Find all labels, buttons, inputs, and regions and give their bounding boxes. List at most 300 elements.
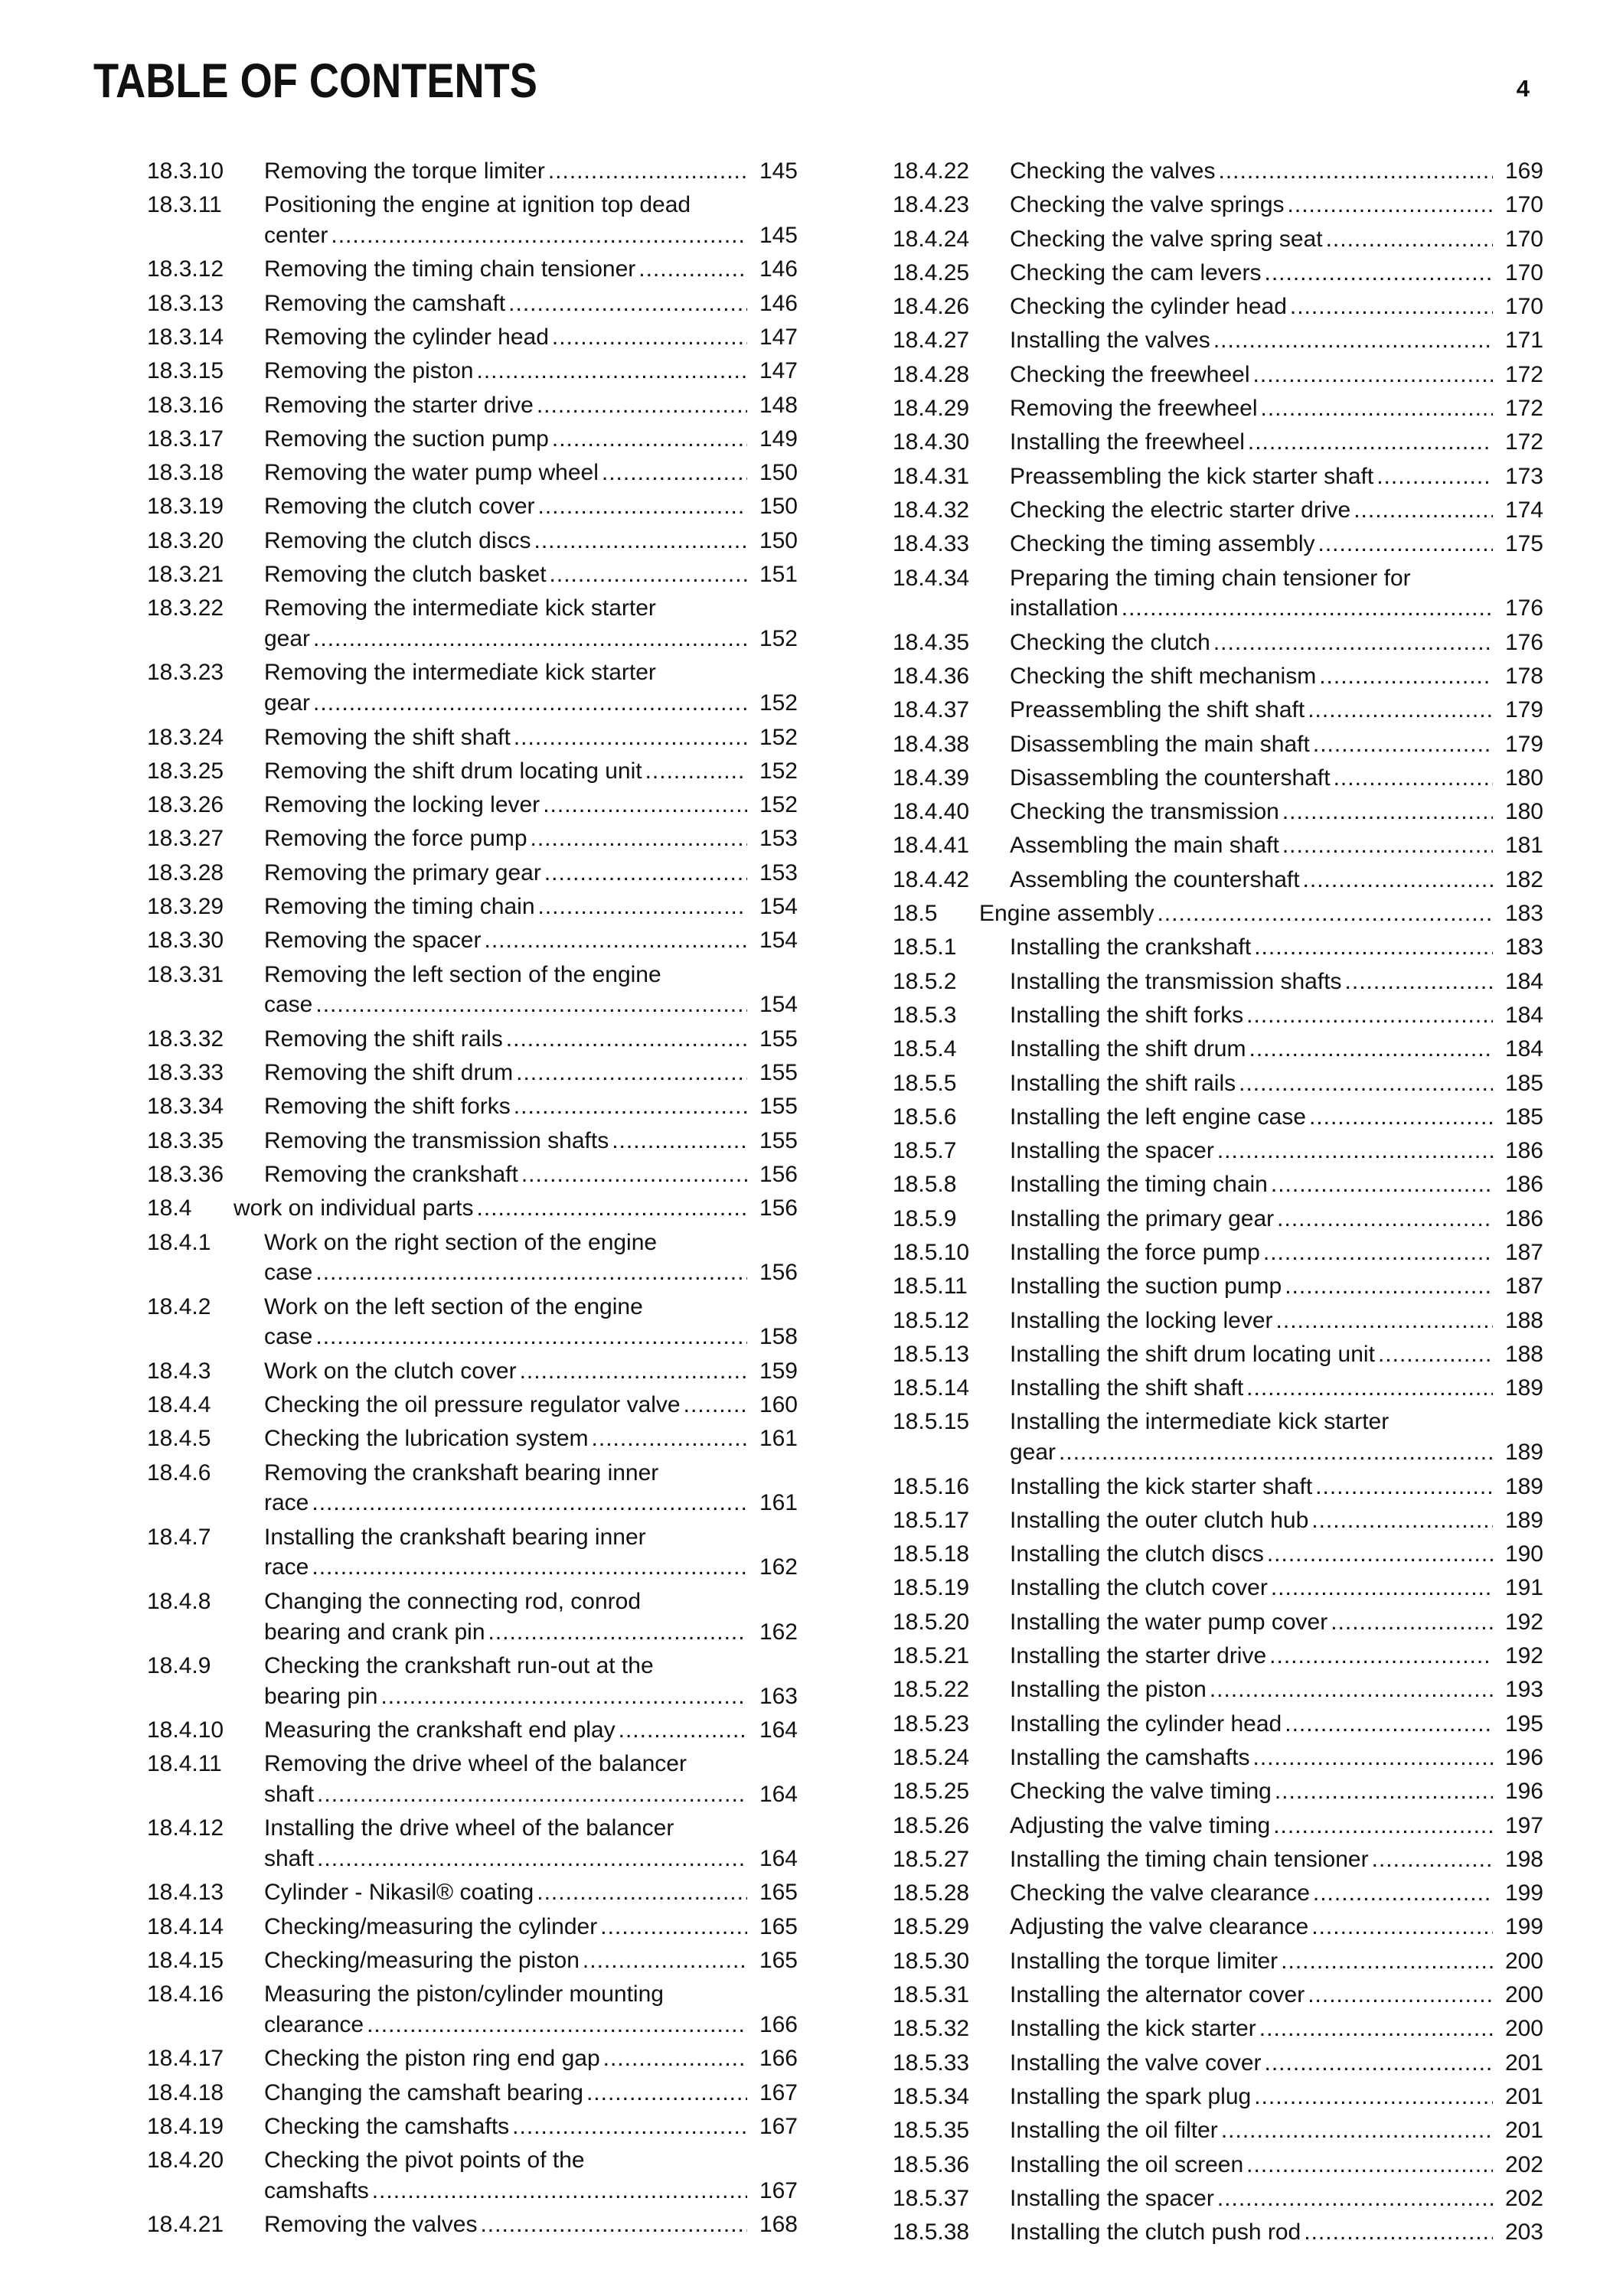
- toc-entry[interactable]: [893, 1102, 1543, 1133]
- toc-entry[interactable]: [893, 563, 1543, 625]
- toc-entry[interactable]: [893, 529, 1543, 559]
- toc-entry[interactable]: [147, 1024, 798, 1055]
- toc-entry-title-line: Checking the pivot points of the: [264, 2148, 585, 2174]
- toc-entry-page: 193: [1504, 1677, 1543, 1703]
- toc-entry[interactable]: [147, 1813, 798, 1874]
- toc-entry-page: 167: [759, 2114, 798, 2140]
- toc-entry[interactable]: [893, 190, 1543, 220]
- toc-entry[interactable]: [147, 1159, 798, 1190]
- toc-entry-title: Installing the force pump: [1010, 1240, 1260, 1265]
- toc-entry[interactable]: [147, 1390, 798, 1420]
- dot-leader: [1254, 932, 1493, 963]
- dot-leader: [1277, 1204, 1493, 1234]
- page-header: [93, 54, 1530, 115]
- toc-entry[interactable]: [893, 1675, 1543, 1705]
- dot-leader: [1276, 1306, 1493, 1336]
- dot-leader: [1281, 1946, 1493, 1977]
- toc-entry-title-line: Installing the drive wheel of the balancer: [264, 1815, 674, 1841]
- toc-entry-number: 18.4.26: [893, 294, 970, 320]
- toc-entry[interactable]: [147, 925, 798, 956]
- toc-entry[interactable]: [893, 224, 1543, 255]
- toc-entry[interactable]: [147, 156, 798, 187]
- toc-entry-number: 18.4.17: [147, 2046, 224, 2072]
- toc-entry[interactable]: [893, 2082, 1543, 2112]
- toc-entry[interactable]: [147, 1715, 798, 1746]
- toc-entry-number: 18.5.25: [893, 1779, 970, 1805]
- toc-entry[interactable]: [893, 1607, 1543, 1638]
- dot-leader: [312, 1552, 747, 1583]
- toc-entry[interactable]: [147, 1058, 798, 1088]
- toc-entry-title: camshafts: [264, 2178, 369, 2204]
- toc-entry[interactable]: [893, 1539, 1543, 1570]
- toc-entry[interactable]: [893, 628, 1543, 658]
- dot-leader: [313, 688, 747, 719]
- toc-entry-title: Adjusting the valve clearance: [1010, 1914, 1309, 1940]
- toc-entry-page: 165: [759, 1948, 798, 1974]
- toc-entry[interactable]: [893, 729, 1543, 760]
- dot-leader: [477, 1193, 748, 1224]
- toc-entry-title: Cylinder - Nikasil® coating: [264, 1880, 534, 1906]
- toc-entry-title-line: Installing the crankshaft bearing inner: [264, 1524, 646, 1550]
- dot-leader: [638, 254, 747, 285]
- toc-entry-title-line: Removing the crankshaft bearing inner: [264, 1459, 659, 1486]
- toc-entry[interactable]: [893, 661, 1543, 692]
- toc-entry-number: 18.5.2: [893, 968, 957, 994]
- toc-entry[interactable]: [147, 823, 798, 854]
- dot-leader: [1315, 1472, 1493, 1502]
- toc-entry-number: 18.3.36: [147, 1161, 224, 1187]
- toc-entry[interactable]: [893, 1878, 1543, 1909]
- toc-entry[interactable]: [147, 1651, 798, 1712]
- toc-entry-page: 170: [1504, 294, 1543, 320]
- toc-entry[interactable]: [147, 254, 798, 285]
- toc-entry[interactable]: [893, 325, 1543, 356]
- toc-entry[interactable]: [147, 1424, 798, 1454]
- toc-entry[interactable]: [147, 1458, 798, 1519]
- toc-entry-number: 18.5.6: [893, 1104, 957, 1130]
- toc-entry-page: 156: [759, 1195, 798, 1221]
- toc-entry[interactable]: [893, 1169, 1543, 1200]
- dot-leader: [317, 1779, 747, 1810]
- toc-entry[interactable]: [147, 1749, 798, 1810]
- toc-entry-number: 18.5.12: [893, 1307, 970, 1333]
- toc-entry[interactable]: [893, 1204, 1543, 1234]
- dot-leader: [372, 2176, 747, 2206]
- dot-leader: [1271, 1573, 1493, 1603]
- toc-entry-page: 201: [1504, 2118, 1543, 2144]
- dot-leader: [484, 925, 747, 956]
- toc-entry-number: 18.5.18: [893, 1541, 970, 1567]
- toc-entry-title: Installing the clutch cover: [1010, 1575, 1268, 1601]
- toc-entry[interactable]: [893, 1844, 1543, 1875]
- dot-leader: [550, 559, 747, 590]
- dot-leader: [592, 1424, 747, 1454]
- toc-entry-number: 18.4.37: [893, 697, 970, 723]
- page-title: TABLE OF CONTENTS: [93, 54, 537, 108]
- toc-entry-page: 155: [759, 1094, 798, 1120]
- toc-entry-page: 149: [759, 426, 798, 452]
- toc-entry-title: work on individual parts: [233, 1195, 474, 1221]
- toc-entry[interactable]: [893, 1946, 1543, 1977]
- toc-entry[interactable]: [893, 1573, 1543, 1603]
- toc-entry-title: Checking the valve springs: [1010, 192, 1285, 218]
- toc-entry[interactable]: [893, 1339, 1543, 1370]
- toc-entry-number: 18.3.26: [147, 792, 224, 818]
- toc-entry-number: 18.4.31: [893, 463, 970, 489]
- toc-entry-number: 18.4.24: [893, 226, 970, 252]
- toc-entry-page: 192: [1504, 1609, 1543, 1635]
- toc-entry-title: Installing the primary gear: [1010, 1205, 1275, 1231]
- toc-entry[interactable]: [147, 356, 798, 386]
- toc-entry[interactable]: [893, 763, 1543, 794]
- toc-entry-number: 18.4.23: [893, 192, 970, 218]
- toc-entry-number: 18.4.5: [147, 1426, 211, 1452]
- toc-entry-page: 184: [1504, 1002, 1543, 1028]
- toc-entry[interactable]: [147, 1979, 798, 2040]
- toc-entry[interactable]: [147, 722, 798, 753]
- toc-entry-page: 170: [1504, 259, 1543, 285]
- toc-entry[interactable]: [893, 2014, 1543, 2044]
- toc-entry[interactable]: [893, 1980, 1543, 2011]
- dot-leader: [1372, 1844, 1493, 1875]
- toc-entry[interactable]: [147, 1912, 798, 1942]
- toc-entry-title: Checking the freewheel: [1010, 361, 1250, 387]
- toc-entry-number: 18.4.29: [893, 396, 970, 422]
- toc-entry-number: 18.4.15: [147, 1948, 224, 1974]
- toc-entry-number: 18.4.39: [893, 765, 970, 791]
- toc-entry[interactable]: [893, 865, 1543, 895]
- dot-leader: [538, 892, 747, 922]
- toc-section-entry[interactable]: [893, 899, 1543, 929]
- dot-leader: [1308, 1980, 1493, 2011]
- toc-entry-number: 18.4.18: [147, 2079, 224, 2105]
- dot-leader: [1290, 292, 1493, 322]
- dot-leader: [1331, 1607, 1493, 1638]
- toc-entry-title: Installing the transmission shafts: [1010, 968, 1342, 994]
- toc-entry-title-line: Work on the right section of the engine: [264, 1229, 658, 1255]
- dot-leader: [1288, 190, 1493, 220]
- dot-leader: [506, 1024, 747, 1055]
- toc-entry[interactable]: [893, 2048, 1543, 2079]
- dot-leader: [380, 1681, 747, 1712]
- toc-entry-page: 186: [1504, 1205, 1543, 1231]
- dot-leader: [1318, 529, 1493, 559]
- toc-entry[interactable]: [893, 393, 1543, 424]
- toc-entry[interactable]: [147, 2112, 798, 2142]
- dot-leader: [516, 1058, 747, 1088]
- dot-leader: [1265, 2048, 1493, 2079]
- toc-entry-number: 18.4.10: [147, 1717, 224, 1743]
- toc-entry-number: 18.5.22: [893, 1677, 970, 1703]
- toc-entry-number: 18.5.33: [893, 2050, 970, 2076]
- toc-entry-page: 172: [1504, 429, 1543, 455]
- toc-entry[interactable]: [147, 2043, 798, 2074]
- toc-entry[interactable]: [893, 360, 1543, 390]
- toc-entry-number: 18.3.11: [147, 192, 222, 218]
- toc-entry[interactable]: [893, 1472, 1543, 1502]
- toc-entry-title: Engine assembly: [979, 901, 1154, 927]
- toc-entry-title-line: Removing the left section of the engine: [264, 961, 661, 987]
- dot-leader: [1273, 1811, 1493, 1841]
- dot-leader: [1259, 2014, 1493, 2044]
- toc-entry[interactable]: [893, 1271, 1543, 1302]
- toc-entry[interactable]: [893, 1407, 1543, 1468]
- toc-entry-title: installation: [1010, 595, 1118, 621]
- toc-entry[interactable]: [893, 932, 1543, 963]
- toc-entry[interactable]: [147, 491, 798, 522]
- toc-entry-number: 18.4.28: [893, 361, 970, 387]
- toc-entry-number: 18.3.34: [147, 1094, 224, 1120]
- toc-entry-number: 18.4.11: [147, 1751, 222, 1777]
- dot-leader: [1261, 393, 1493, 424]
- toc-entry-number: 18.4.8: [147, 1588, 211, 1614]
- toc-entry-title: Removing the transmission shafts: [264, 1127, 609, 1153]
- dot-leader: [1263, 1238, 1493, 1268]
- toc-entry-page: 195: [1504, 1711, 1543, 1737]
- toc-section-entry[interactable]: [147, 1193, 798, 1224]
- toc-entry-title: Checking the clutch: [1010, 629, 1210, 655]
- toc-entry[interactable]: [147, 1587, 798, 1648]
- toc-entry-page: 197: [1504, 1812, 1543, 1838]
- toc-entry-number: 18.4.30: [893, 429, 970, 455]
- toc-entry[interactable]: [147, 559, 798, 590]
- toc-entry-page: 158: [759, 1324, 798, 1350]
- dot-leader: [1239, 1068, 1493, 1099]
- toc-entry[interactable]: [147, 1877, 798, 1908]
- toc-entry[interactable]: [147, 1945, 798, 1976]
- toc-entry-number: 18.5.5: [893, 1070, 957, 1096]
- toc-entry-page: 154: [759, 894, 798, 920]
- toc-entry-title: Installing the shift rails: [1010, 1070, 1236, 1096]
- toc-entry-page: 164: [759, 1782, 798, 1808]
- toc-entry[interactable]: [147, 1522, 798, 1583]
- toc-entry-page: 188: [1504, 1341, 1543, 1367]
- toc-entry[interactable]: [893, 156, 1543, 187]
- toc-entry[interactable]: [147, 2078, 798, 2108]
- toc-entry-page: 201: [1504, 2050, 1543, 2076]
- toc-entry-number: 18.5.1: [893, 934, 957, 960]
- toc-entry-page: 167: [759, 2079, 798, 2105]
- toc-entry-page: 173: [1504, 463, 1543, 489]
- toc-entry-title: Installing the spacer: [1010, 2185, 1214, 2211]
- dot-leader: [1210, 1675, 1493, 1705]
- toc-entry[interactable]: [893, 2115, 1543, 2146]
- dot-leader: [543, 790, 747, 820]
- toc-entry-number: 18.4.14: [147, 1913, 224, 1939]
- toc-entry-page: 147: [759, 324, 798, 350]
- toc-entry-title: Assembling the main shaft: [1010, 833, 1279, 859]
- toc-entry-title: Installing the oil screen: [1010, 2151, 1244, 2177]
- toc-entry-number: 18.3.32: [147, 1026, 224, 1052]
- toc-entry[interactable]: [893, 695, 1543, 726]
- toc-entry[interactable]: [147, 390, 798, 421]
- toc-entry[interactable]: [147, 1228, 798, 1289]
- toc-entry[interactable]: [893, 1373, 1543, 1404]
- toc-entry[interactable]: [893, 2183, 1543, 2214]
- toc-entry-number: 18.3.14: [147, 324, 224, 350]
- toc-entry-title: Installing the shift drum: [1010, 1036, 1246, 1062]
- dot-leader: [514, 722, 747, 753]
- toc-entry[interactable]: [147, 190, 798, 251]
- toc-entry-number: 18.3.19: [147, 494, 224, 520]
- toc-entry-title: Installing the spark plug: [1010, 2083, 1252, 2109]
- toc-entry-page: 180: [1504, 765, 1543, 791]
- toc-entry-number: 18.5.38: [893, 2219, 970, 2245]
- toc-entry[interactable]: [147, 1292, 798, 1353]
- toc-entry-title: gear: [1010, 1440, 1056, 1466]
- toc-entry-page: 156: [759, 1161, 798, 1187]
- toc-entry-number: 18.4.41: [893, 833, 970, 859]
- toc-entry-title: Removing the clutch cover: [264, 494, 535, 520]
- toc-entry[interactable]: [147, 526, 798, 556]
- toc-entry-number: 18.5.4: [893, 1036, 957, 1062]
- dot-leader: [521, 1159, 747, 1190]
- toc-entry-page: 146: [759, 256, 798, 282]
- toc-entry-page: 176: [1504, 629, 1543, 655]
- toc-entry-title: Removing the locking lever: [264, 792, 540, 818]
- toc-entry[interactable]: [893, 1776, 1543, 1807]
- dot-leader: [1122, 593, 1493, 624]
- toc-entry[interactable]: [893, 495, 1543, 526]
- toc-entry-title: Removing the shift forks: [264, 1094, 511, 1120]
- toc-entry[interactable]: [147, 2145, 798, 2206]
- toc-entry[interactable]: [147, 2210, 798, 2240]
- toc-entry-page: 179: [1504, 731, 1543, 757]
- toc-entry[interactable]: [893, 2217, 1543, 2248]
- toc-entry[interactable]: [147, 593, 798, 654]
- dot-leader: [1334, 763, 1493, 794]
- toc-entry-title: Installing the left engine case: [1010, 1104, 1306, 1130]
- toc-entry[interactable]: [147, 289, 798, 319]
- dot-leader: [1246, 2150, 1493, 2180]
- toc-entry-title: Installing the clutch discs: [1010, 1541, 1264, 1567]
- toc-entry-number: 18.3.23: [147, 660, 224, 686]
- toc-entry-page: 161: [759, 1490, 798, 1516]
- toc-entry[interactable]: [893, 1068, 1543, 1099]
- toc-entry-title: Disassembling the main shaft: [1010, 731, 1310, 757]
- toc-entry-page: 145: [759, 223, 798, 249]
- toc-entry-title-line: Installing the intermediate kick starter: [1010, 1409, 1390, 1435]
- toc-entry[interactable]: [893, 461, 1543, 492]
- toc-entry-title: Installing the water pump cover: [1010, 1609, 1328, 1635]
- toc-entry-page: 183: [1504, 901, 1543, 927]
- toc-entry[interactable]: [893, 830, 1543, 861]
- toc-entry-number: 18.3.25: [147, 758, 224, 784]
- toc-entry-page: 170: [1504, 192, 1543, 218]
- dot-leader: [1249, 1034, 1493, 1065]
- toc-entry[interactable]: [893, 1709, 1543, 1740]
- toc-entry-page: 181: [1504, 833, 1543, 859]
- toc-entry-page: 185: [1504, 1070, 1543, 1096]
- toc-entry[interactable]: [147, 892, 798, 922]
- toc-entry-number: 18.4.7: [147, 1524, 211, 1550]
- dot-leader: [552, 424, 747, 455]
- dot-leader: [1213, 628, 1493, 658]
- toc-entry[interactable]: [893, 1136, 1543, 1166]
- dot-leader: [331, 220, 747, 251]
- toc-entry-page: 167: [759, 2178, 798, 2204]
- dot-leader: [514, 1091, 747, 1122]
- toc-entry[interactable]: [893, 1811, 1543, 1841]
- toc-entry[interactable]: [147, 1091, 798, 1122]
- toc-entry-page: 147: [759, 358, 798, 384]
- toc-entry[interactable]: [893, 1306, 1543, 1336]
- toc-entry-title: Installing the suction pump: [1010, 1274, 1282, 1300]
- toc-entry[interactable]: [893, 1238, 1543, 1268]
- toc-entry-page: 153: [759, 826, 798, 852]
- toc-entry-page: 166: [759, 2046, 798, 2072]
- toc-entry[interactable]: [893, 1912, 1543, 1942]
- toc-entry[interactable]: [893, 1505, 1543, 1536]
- toc-entry-page: 170: [1504, 226, 1543, 252]
- toc-entry-title: Checking the lubrication system: [264, 1426, 589, 1452]
- toc-entry[interactable]: [147, 858, 798, 889]
- toc-entry[interactable]: [147, 960, 798, 1021]
- toc-entry-page: 165: [759, 1913, 798, 1939]
- toc-entry-page: 199: [1504, 1914, 1543, 1940]
- toc-entry[interactable]: [147, 1126, 798, 1156]
- dot-leader: [1253, 360, 1493, 390]
- toc-entry-page: 179: [1504, 697, 1543, 723]
- dot-leader: [1311, 1912, 1493, 1942]
- dot-leader: [1217, 1136, 1493, 1166]
- toc-entry-title: Installing the kick starter: [1010, 2016, 1256, 2042]
- toc-entry[interactable]: [893, 1000, 1543, 1031]
- toc-entry-number: 18.4.19: [147, 2114, 224, 2140]
- toc-entry-page: 201: [1504, 2083, 1543, 2109]
- toc-entry[interactable]: [893, 427, 1543, 458]
- toc-entry[interactable]: [147, 1356, 798, 1387]
- dot-leader: [548, 156, 747, 187]
- toc-entry-page: 161: [759, 1426, 798, 1452]
- toc-entry[interactable]: [147, 458, 798, 488]
- toc-entry-title: Removing the starter drive: [264, 392, 534, 418]
- toc-entry-title: Installing the crankshaft: [1010, 934, 1252, 960]
- toc-entry[interactable]: [893, 1034, 1543, 1065]
- toc-entry[interactable]: [147, 322, 798, 353]
- dot-leader: [512, 2112, 747, 2142]
- toc-entry[interactable]: [893, 292, 1543, 322]
- toc-entry-title-line: Checking the crankshaft run-out at the: [264, 1652, 654, 1678]
- toc-entry[interactable]: [893, 2150, 1543, 2180]
- toc-entry[interactable]: [893, 967, 1543, 997]
- toc-entry-number: 18.5.17: [893, 1507, 970, 1533]
- dot-leader: [645, 756, 747, 787]
- toc-entry-number: 18.5.30: [893, 1948, 970, 1974]
- toc-entry[interactable]: [147, 424, 798, 455]
- toc-entry-number: 18.3.27: [147, 826, 224, 852]
- toc-entry[interactable]: [147, 790, 798, 820]
- toc-entry[interactable]: [893, 1641, 1543, 1671]
- toc-entry-title: Preassembling the shift shaft: [1010, 697, 1305, 723]
- toc-entry-title-line: Measuring the piston/cylinder mounting: [264, 1981, 664, 2007]
- toc-entry[interactable]: [147, 657, 798, 719]
- toc-entry-title: Installing the camshafts: [1010, 1744, 1250, 1770]
- toc-entry[interactable]: [893, 1743, 1543, 1773]
- toc-entry-title: Checking the electric starter drive: [1010, 497, 1351, 523]
- toc-entry-page: 160: [759, 1391, 798, 1417]
- toc-entry-number: 18.5.36: [893, 2151, 970, 2177]
- toc-entry[interactable]: [893, 258, 1543, 289]
- toc-entry-title: Installing the starter drive: [1010, 1643, 1267, 1669]
- toc-entry-number: 18.5.14: [893, 1375, 970, 1401]
- toc-entry[interactable]: [893, 797, 1543, 827]
- toc-entry-page: 145: [759, 158, 798, 184]
- toc-entry-number: 18.4.4: [147, 1391, 211, 1417]
- toc-entry[interactable]: [147, 756, 798, 787]
- toc-entry-title: Removing the shift rails: [264, 1026, 503, 1052]
- toc-entry-page: 171: [1504, 328, 1543, 354]
